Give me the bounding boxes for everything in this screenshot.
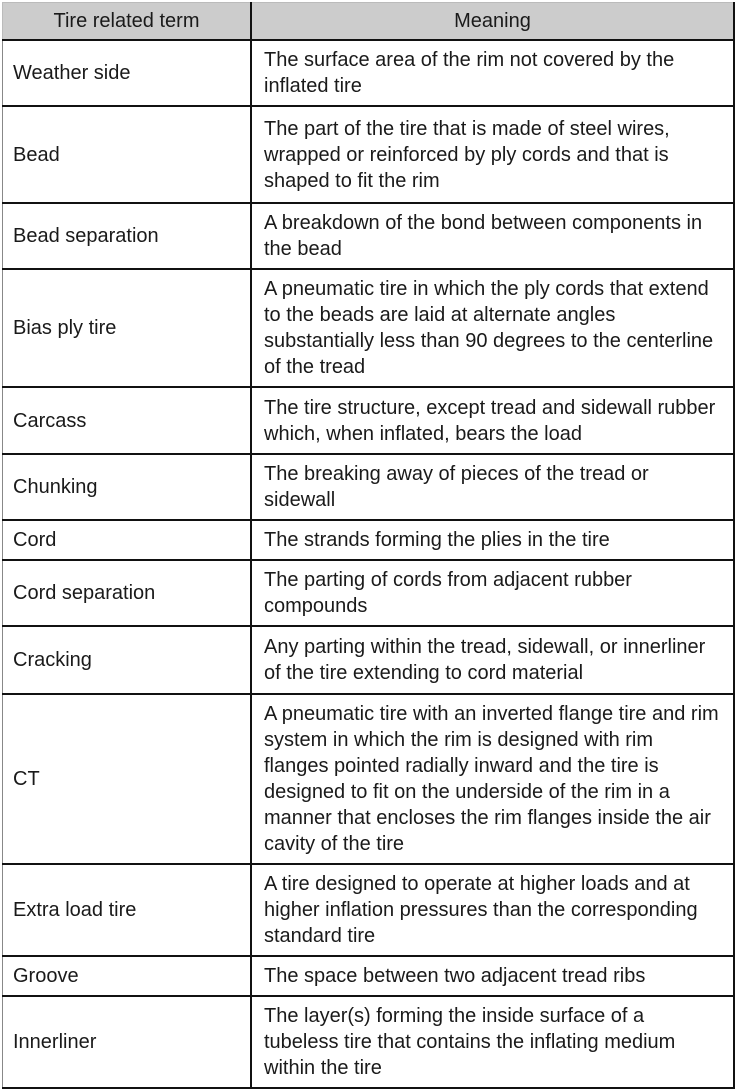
table-row [3,40,735,106]
term-cell: Bias ply tire [3,269,252,387]
table-row [3,203,735,269]
meaning-cell: The surface area of the rim not covered by the inflated tire [251,40,734,106]
table-row [3,269,735,387]
column-header-meaning: Meaning [251,3,734,41]
meaning-cell: The tire structure, except tread and sidewall rubber which, when inflated, bears the load [251,387,734,454]
column-header-term: Tire related term [3,3,252,41]
term-cell: Weather side [3,40,252,106]
meaning-cell: Any parting within the tread, sidewall, or innerliner of the tire extending to cord material [251,626,734,694]
table-row [3,864,735,956]
table-body [3,40,735,1088]
term-cell: Cord [3,520,252,560]
term-cell: Carcass [3,387,252,454]
term-cell: Groove [3,956,252,996]
table-row [3,694,735,864]
tire-terms-table [2,2,735,1089]
term-cell: CT [3,694,252,864]
meaning-cell: A pneumatic tire in which the ply cords that extend to the beads are laid at alternate angles substantially less than 90 degrees to the centerline of the tread [251,269,734,387]
table-header [3,3,735,41]
meaning-cell: The space between two adjacent tread ribs [251,956,734,996]
meaning-cell: The part of the tire that is made of steel wires, wrapped or reinforced by ply cords and that is shaped to fit the rim [251,106,734,203]
meaning-cell: The strands forming the plies in the tire [251,520,734,560]
table-row [3,956,735,996]
term-cell: Cord separation [3,560,252,626]
term-cell: Innerliner [3,996,252,1088]
table-row [3,387,735,454]
term-cell: Bead separation [3,203,252,269]
header-row [3,3,735,41]
term-cell: Extra load tire [3,864,252,956]
meaning-cell: A tire designed to operate at higher loads and at higher inflation pressures than the corresponding standard tire [251,864,734,956]
table-row [3,454,735,520]
meaning-cell: A pneumatic tire with an inverted flange tire and rim system in which the rim is designed with rim flanges pointed radially inward and the tire is designed to fit on the underside of the rim in a manner that encloses the rim flanges inside the air cavity of the tire [251,694,734,864]
term-cell: Chunking [3,454,252,520]
table-row [3,996,735,1088]
term-cell: Bead [3,106,252,203]
table-row [3,106,735,203]
meaning-cell: The breaking away of pieces of the tread or sidewall [251,454,734,520]
meaning-cell: The layer(s) forming the inside surface of a tubeless tire that contains the inflating medium within the tire [251,996,734,1088]
meaning-cell: A breakdown of the bond between components in the bead [251,203,734,269]
table-row [3,626,735,694]
meaning-cell: The parting of cords from adjacent rubber compounds [251,560,734,626]
term-cell: Cracking [3,626,252,694]
table-row [3,560,735,626]
table-row [3,520,735,560]
